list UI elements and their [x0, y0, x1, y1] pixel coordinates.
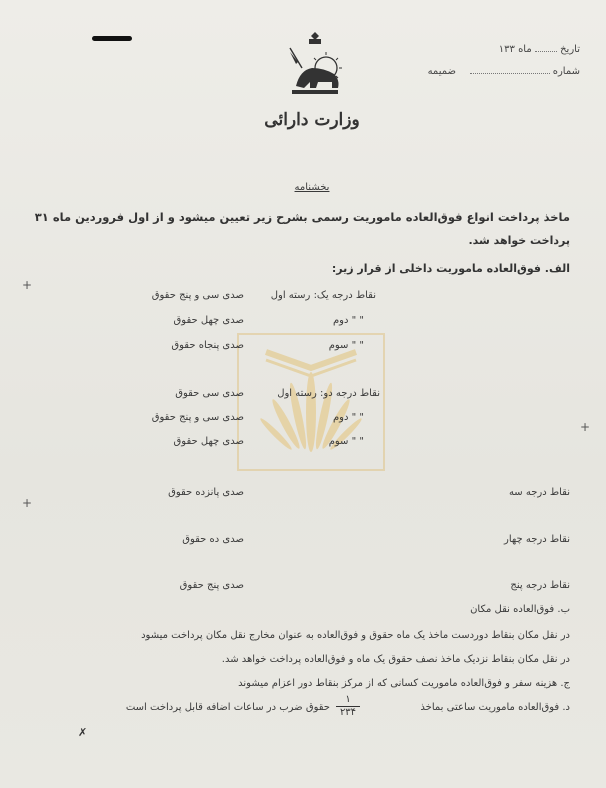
date-year: ۱۳۳ [498, 44, 515, 55]
document-heading: بخشنامه [294, 182, 330, 193]
rate-row-label: نقاط درجه یک: رسته اول [270, 290, 376, 301]
fraction [336, 694, 360, 719]
ink-mark [92, 36, 132, 41]
fraction-numerator: ۱ [345, 694, 351, 705]
rate-row-label: نقاط درجه پنج [510, 580, 570, 591]
rate-row-value: صدی پانزده حقوق [168, 487, 244, 498]
rate-row-label: نقاط درجه چهار [504, 534, 570, 545]
rate-row-value: صدی چهل حقوق [173, 315, 244, 326]
rate-row-value: صدی سی حقوق [175, 388, 244, 399]
margin-plus-mark: + [580, 420, 591, 434]
rate-row-value: صدی پنج حقوق [179, 580, 244, 591]
watermark-plant-icon [236, 332, 386, 472]
rate-row-value: صدی چهل حقوق [173, 436, 244, 447]
date-line [499, 44, 580, 55]
rate-row-label: نقاط درجه دو: رسته اول [277, 388, 380, 399]
margin-plus-mark: + [22, 496, 33, 510]
rate-row-value: صدی ده حقوق [182, 534, 244, 545]
rate-row-value: صدی پنجاه حقوق [171, 340, 244, 351]
fraction-denominator: ۲۳۴ [336, 706, 360, 719]
rate-row-value: صدی سی و پنج حقوق [151, 290, 244, 301]
rate-row-label: نقاط درجه سه [508, 487, 570, 498]
paragraph-3: ج. هزینه سفر و فوق‌العاده ماموریت کسانی که از مرکز بنقاط دور اعزام میشوند [238, 678, 570, 689]
rate-row-label: " " دوم [332, 315, 364, 326]
intro-line-2: پرداخت خواهد شد. [468, 234, 570, 247]
ministry-title: وزارت دارائی [264, 110, 360, 130]
rate-row-label: " " سوم [328, 436, 364, 447]
paragraph-2: در نقل مکان بنقاط نزدیک ما‌خذ نصف حقوق یک ماه و فوق‌العاده پرداخت خواهد شد. [221, 654, 570, 665]
date-label: تاریخ [560, 44, 580, 55]
margin-plus-mark: + [22, 278, 33, 292]
paragraph-4-rest: حقوق ضرب در ساعات اضافه قابل پرداخت است [125, 702, 330, 713]
attachment-label: ضمیمه [427, 66, 456, 77]
paragraph-4: د. فوق‌العاده ماموریت ساعتی بما‌خذ [420, 702, 570, 713]
section-a-heading: الف. فوق‌العاده ماموریت داخلی از قرار زیر: [331, 262, 570, 275]
lion-and-sun-emblem-icon [282, 28, 348, 100]
attachment-line [428, 66, 456, 77]
number-line [470, 66, 580, 77]
number-label: شماره [552, 66, 580, 77]
intro-line-1: ما‌خذ پرداخت انواع فوق‌العاده ماموریت رسمی بشرح زیر تعیین میشود و از اول فروردین ماه ۳۱ [34, 210, 570, 224]
paragraph-1: در نقل مکان بنقاط دوردست ما‌خذ یک ماه حقوق و فوق‌العاده به عنوان مخارج نقل مکان پرداخت میشود [141, 630, 570, 641]
rate-row-label: " " سوم [328, 340, 364, 351]
margin-x-mark: ✗ [78, 726, 88, 739]
date-month-label: ماه [518, 44, 532, 55]
rate-row-label: " " دوم [332, 412, 364, 423]
rate-row-value: صدی سی و پنج حقوق [151, 412, 244, 423]
section-b-heading: ب. فوق‌العاده نقل مکان [470, 604, 570, 615]
